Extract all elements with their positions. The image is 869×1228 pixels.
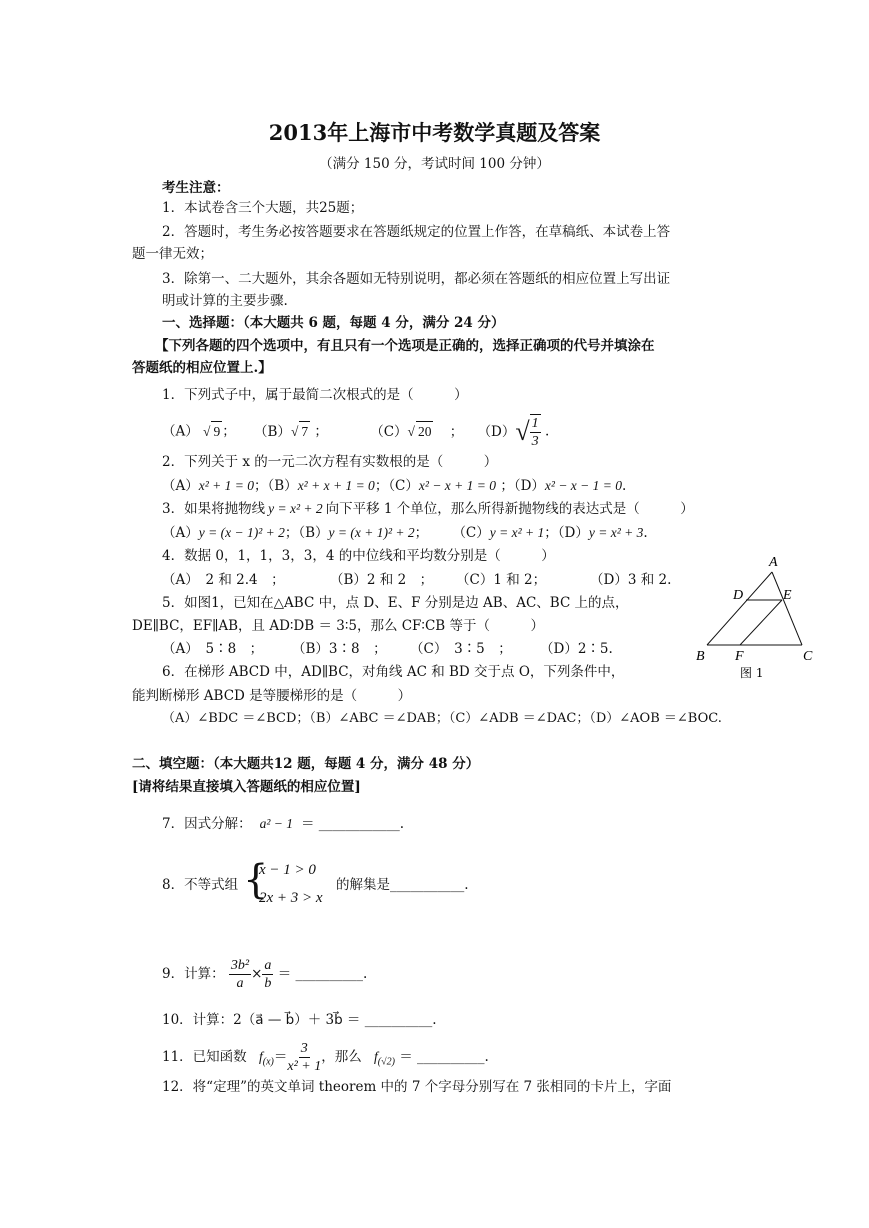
q1-option-a: （A）: [162, 423, 199, 440]
q8-blank: 的解集是___________.: [336, 877, 469, 893]
q1-options: （A） √ 9 ； （B）√ 7 ； （C）√ 20 ； （D）√ $\frac{1}{3}$ .: [162, 416, 550, 449]
q6-options: （A）∠BDC ＝∠BCD；（B）∠ABC ＝∠DAB；（C）∠ADB ＝∠DAC；（D）∠AOB ＝∠BOC.: [162, 711, 722, 726]
point-c-label: C: [803, 649, 813, 664]
q2-a-equation: x² + 1 = 0: [198, 478, 255, 493]
point-d-label: D: [733, 588, 744, 603]
q4-option-d: （D）3 和 2.: [590, 572, 672, 588]
q6-line-1: 6．在梯形 ABCD 中，AD∥BC，对角线 AC 和 BD 交于点 O，下列条件中，: [162, 664, 625, 680]
q11: 11．已知函数 $f_{(x)}=$ $\frac{3}{\text{x² + 1}}$ ，那么 $f_{(√2)}$ ＝ __________.: [162, 1041, 489, 1074]
q5-option-a: （A） 5∶8 ；: [162, 641, 264, 657]
q2-b-equation: x² + x + 1 = 0: [297, 478, 375, 493]
q8-row-2: 2x + 3 > x: [259, 890, 323, 906]
q3-options: （A）y = (x − 1)² + 2；（B）y = (x + 1)² + 2； （C）y = x² + 1；（D）y = x² + 3.: [162, 525, 648, 541]
figure-caption: 图 1: [740, 666, 764, 680]
q5-line-1: 5．如图1，已知在△ABC 中，点 D、E、F 分别是边 AB、AC、BC 上的点，: [162, 595, 629, 611]
q7-blank: ＝ ____________.: [301, 816, 405, 832]
q9-fraction-1: $\frac{\text{3b²}}{a}$: [230, 958, 250, 991]
q5-option-b: （B）3∶8 ；: [292, 641, 387, 657]
q1-a-radical: √ 9: [203, 424, 222, 439]
side-ac: [772, 572, 802, 645]
q1-c-radical: √ 20: [408, 424, 434, 439]
side-ab: [707, 572, 772, 645]
notice-line-3: 题一律无效；: [132, 246, 213, 262]
point-f-label: F: [735, 649, 744, 664]
notice-line-5: 明或计算的主要步骤.: [162, 293, 288, 309]
notice-line-2: 2．答题时，考生务必按答题要求在答题纸规定的位置上作答，在草稿纸、本试卷上答: [162, 224, 671, 240]
q5-option-d: （D）2∶5.: [540, 641, 613, 657]
q2-c-equation: x² − x + 1 = 0: [418, 478, 497, 493]
q7-expression: a² − 1: [259, 816, 294, 831]
q4-stem: 4．数据 0，1，1，3，3，4 的中位线和平均数分别是（ ）: [162, 548, 555, 564]
q3-c-equation: y = x² + 1: [489, 525, 545, 540]
q3-d-equation: y = x² + 3: [588, 525, 644, 540]
q2-options: （A）x² + 1 = 0；（B）x² + x + 1 = 0；（C）x² − x + 1 = 0 ；（D）x² − x − 1 = 0.: [162, 478, 627, 494]
notice-line-4: 3．除第一、二大题外，其余各题如无特别说明，都必须在答题纸的相应位置上写出证: [162, 271, 671, 287]
q9-blank: ＝ __________.: [277, 966, 368, 982]
point-b-label: B: [696, 649, 705, 664]
q12: 12．将“定理”的英文单词 theorem 中的 7 个字母分别写在 7 张相同的卡片上，字面: [162, 1079, 672, 1095]
q1-d-fraction: $\frac{1}{3}$: [531, 416, 539, 449]
q9: 9．计算： $\frac{\text{3b²}}{a}$ × $\frac{a}{b}$ ＝ __________.: [162, 958, 368, 991]
page-subtitle: （满分 150 分，考试时间 100 分钟）: [319, 156, 550, 172]
q8-row-1: x − 1 > 0: [259, 862, 316, 878]
q11-fraction: $\frac{3}{\text{x² + 1}}$: [287, 1041, 322, 1074]
point-a-label: A: [769, 555, 778, 570]
q5-line-2: DE∥BC，EF∥AB，且 AD∶DB ＝ 3∶5，那么 CF∶CB 等于（ ）: [132, 618, 544, 634]
notice-heading: 考生注意：: [162, 180, 230, 196]
notice-line-1: 1．本试卷含三个大题，共25题；: [162, 200, 364, 216]
q4-option-a: （A） 2 和 2.4 ；: [162, 572, 285, 588]
point-e-label: E: [783, 588, 792, 603]
q10: 10．计算：2（a⃗ — b⃗）＋ 3b⃗ ＝ __________.: [162, 1012, 437, 1028]
q4-option-c: （C）1 和 2；: [456, 572, 547, 588]
page-title: 2013年上海市中考数学真题及答案: [268, 120, 601, 145]
section1-heading: 一、选择题：（本大题共 6 题，每题 4 分，满分 24 分）: [162, 315, 505, 331]
q11-blank: ＝ __________.: [399, 1049, 489, 1065]
triangle-figure: [690, 552, 820, 682]
section1-instruction-2: 答题纸的相应位置上.】: [132, 360, 272, 376]
q1-option-b: （B）: [254, 423, 291, 440]
q2-d-equation: x² − x − 1 = 0: [544, 478, 623, 493]
q6-line-2: 能判断梯形 ABCD 是等腰梯形的是（ ）: [132, 688, 412, 704]
q3-parabola: y = x² + 2: [268, 501, 323, 516]
q1-b-radical: √ 7: [291, 424, 310, 439]
q1-d-radical-sign: √: [515, 417, 530, 446]
q5-option-c: （C） 3∶5 ；: [410, 641, 512, 657]
q9-fraction-2: $\frac{a}{b}$: [264, 958, 272, 991]
q8-label: 8．不等式组: [162, 877, 239, 893]
q8-brace: {: [243, 857, 269, 903]
q2-stem: 2．下列关于 x 的一元二次方程有实数根的是（ ）: [162, 454, 498, 470]
q1-option-d: （D）: [477, 423, 516, 440]
q3-stem: 3．如果将抛物线 y = x² + 2 向下平移 1 个单位，那么所得新抛物线的表达式是（ ）: [162, 501, 694, 517]
section2-heading: 二、填空题：（本大题共12 题，每题 4 分，满分 48 分）: [132, 756, 480, 772]
q7: 7．因式分解： a² − 1 ＝ ____________.: [162, 816, 405, 832]
q1-option-c: （C）: [370, 423, 408, 440]
section2-instruction: [请将结果直接填入答题纸的相应位置]: [132, 779, 361, 795]
q3-a-equation: y = (x − 1)² + 2: [198, 525, 285, 540]
q4-option-b: （B）2 和 2 ；: [330, 572, 434, 588]
q3-b-equation: y = (x + 1)² + 2: [328, 525, 415, 540]
q1-stem: 1．下列式子中，属于最简二次根式的是（ ）: [162, 387, 468, 403]
section1-instruction-1: 【下列各题的四个选项中，有且只有一个选项是正确的，选择正确项的代号并填涂在: [155, 338, 655, 354]
segment-ef: [740, 600, 782, 645]
